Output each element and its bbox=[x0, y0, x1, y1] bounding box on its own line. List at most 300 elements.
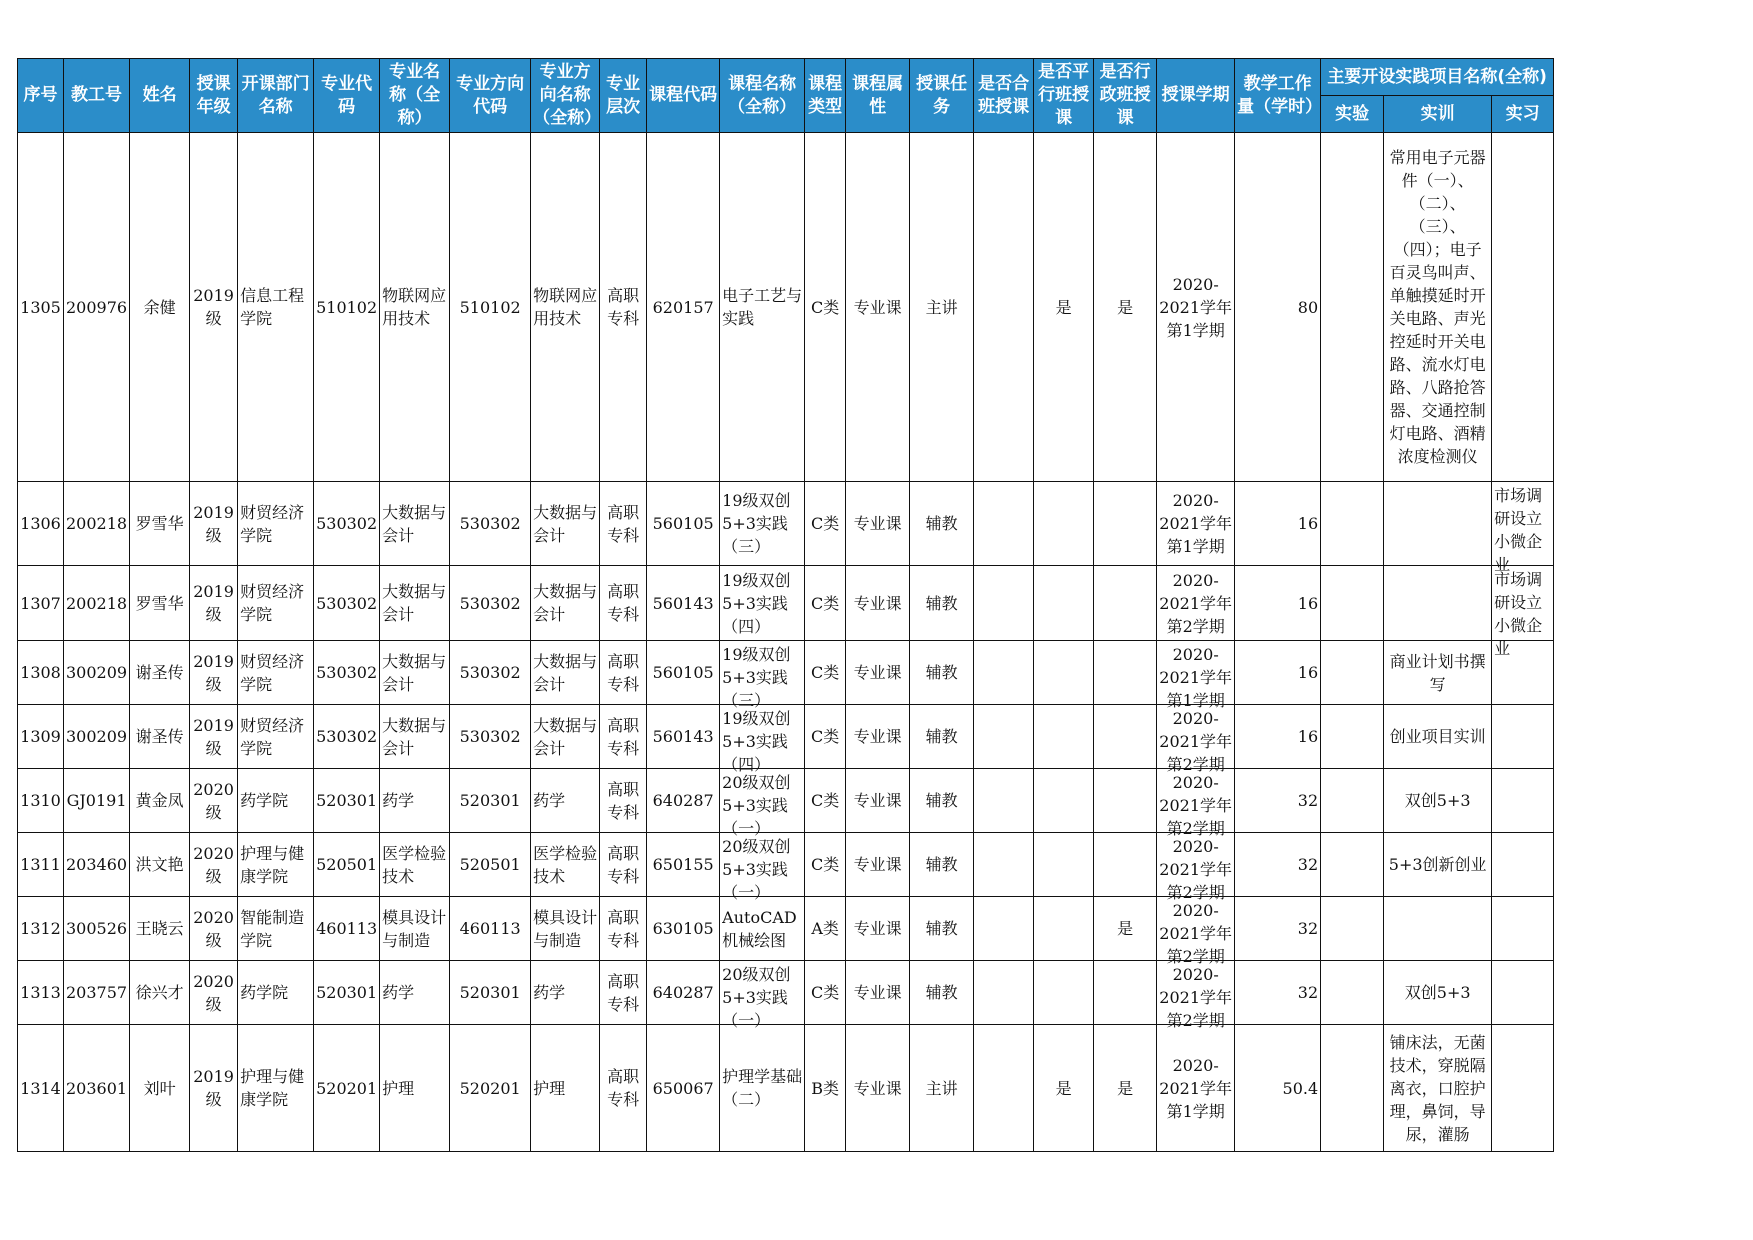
staff-id-cell bbox=[64, 897, 130, 961]
grade-cell-text: 2020级 bbox=[193, 843, 234, 886]
seq-cell-text: 1307 bbox=[20, 593, 61, 613]
training-cell bbox=[1384, 961, 1492, 1025]
task-cell bbox=[910, 769, 974, 833]
name-cell-text: 余健 bbox=[143, 297, 176, 317]
term-cell bbox=[1157, 482, 1235, 566]
major-code-cell-text: 460113 bbox=[316, 919, 378, 938]
term-cell bbox=[1157, 897, 1235, 966]
teaching-record-table bbox=[17, 58, 1554, 1152]
course-type-cell bbox=[805, 566, 846, 641]
workload-cell bbox=[1235, 1025, 1321, 1152]
seq-cell-text: 1305 bbox=[20, 297, 61, 317]
seq-cell bbox=[18, 769, 64, 833]
major-name-cell-text: 护理 bbox=[382, 1078, 415, 1098]
course-code-cell bbox=[647, 769, 720, 833]
internship-cell-text: 市场调研设立小微企业 bbox=[1494, 485, 1543, 574]
direction-name-cell-text: 大数据与会计 bbox=[533, 715, 598, 758]
direction-code-cell bbox=[450, 705, 531, 769]
level-cell-text: 高职专科 bbox=[607, 286, 640, 328]
seq-cell-text: 1306 bbox=[20, 514, 61, 533]
direction-name-cell bbox=[531, 133, 600, 482]
major-name-cell-text: 大数据与会计 bbox=[382, 582, 447, 624]
direction-name-cell bbox=[531, 641, 600, 705]
task-cell-text: 辅教 bbox=[925, 727, 958, 746]
dept-cell-text: 财贸经济学院 bbox=[240, 502, 305, 545]
direction-name-cell bbox=[531, 566, 600, 641]
direction-code-cell bbox=[450, 897, 531, 961]
direction-name-cell-text: 大数据与会计 bbox=[533, 582, 598, 624]
course-type-cell bbox=[805, 1025, 846, 1152]
course-code-cell bbox=[647, 961, 720, 1025]
staff-id-cell bbox=[64, 833, 130, 897]
name-cell bbox=[130, 566, 190, 641]
major-name-cell bbox=[380, 833, 450, 897]
internship-cell-text: 市场调研设立小微企业 bbox=[1494, 569, 1543, 658]
experiment-cell bbox=[1321, 705, 1384, 769]
experiment-cell bbox=[1321, 1025, 1384, 1152]
task-cell-text: 辅教 bbox=[925, 919, 958, 938]
course-attr-cell bbox=[846, 833, 910, 897]
admin-class-cell bbox=[1094, 482, 1157, 566]
admin-class-cell bbox=[1094, 133, 1157, 482]
header-major-name: 专业名称（全称） bbox=[380, 59, 450, 133]
course-code-cell-text: 650155 bbox=[652, 855, 714, 874]
major-code-cell bbox=[314, 482, 380, 566]
training-cell-text: 5+3创新创业 bbox=[1388, 855, 1487, 874]
seq-cell bbox=[18, 566, 64, 641]
major-name-cell-text: 物联网应用技术 bbox=[382, 286, 447, 328]
workload-cell bbox=[1235, 961, 1321, 1025]
major-code-cell bbox=[314, 897, 380, 961]
grade-cell bbox=[190, 566, 238, 641]
name-cell-text: 谢圣传 bbox=[135, 663, 184, 682]
dept-cell-text: 财贸经济学院 bbox=[240, 582, 305, 624]
task-cell-text: 辅教 bbox=[925, 663, 958, 682]
table-row bbox=[18, 1025, 1554, 1152]
major-code-cell bbox=[314, 961, 380, 1025]
parallel-class-cell bbox=[1034, 133, 1094, 482]
header-course-name: 课程名称（全称） bbox=[720, 59, 805, 133]
major-code-cell-text: 530302 bbox=[316, 514, 378, 533]
staff-id-cell-text: 300526 bbox=[66, 919, 128, 938]
course-code-cell-text: 560105 bbox=[652, 514, 714, 533]
seq-cell-text: 1309 bbox=[20, 727, 61, 746]
grade-cell bbox=[190, 482, 238, 566]
header-practice-projects: 主要开设实践项目名称(全称) bbox=[1321, 59, 1554, 96]
merged-class-cell bbox=[974, 769, 1034, 833]
task-cell bbox=[910, 961, 974, 1025]
merged-class-cell bbox=[974, 566, 1034, 641]
experiment-cell bbox=[1321, 769, 1384, 833]
workload-cell-text: 32 bbox=[1297, 919, 1319, 938]
staff-id-cell bbox=[64, 566, 130, 641]
level-cell bbox=[600, 482, 647, 566]
task-cell-text: 主讲 bbox=[925, 1078, 958, 1098]
parallel-class-cell bbox=[1034, 897, 1094, 961]
course-name-cell-text: 20级双创5+3实践（一） bbox=[722, 964, 791, 1030]
internship-cell bbox=[1492, 1025, 1554, 1152]
level-cell-text: 高职专科 bbox=[607, 779, 640, 822]
header-task: 授课任务 bbox=[910, 59, 974, 133]
parallel-class-cell bbox=[1034, 641, 1094, 705]
course-type-cell bbox=[805, 769, 846, 833]
name-cell bbox=[130, 1025, 190, 1152]
workload-cell bbox=[1235, 641, 1321, 705]
parallel-class-cell bbox=[1034, 833, 1094, 897]
experiment-cell bbox=[1321, 897, 1384, 961]
seq-cell bbox=[18, 833, 64, 897]
term-cell bbox=[1157, 1025, 1235, 1152]
direction-name-cell-text: 药学 bbox=[533, 983, 566, 1002]
grade-cell-text: 2019级 bbox=[193, 502, 234, 545]
dept-cell bbox=[238, 833, 314, 897]
major-code-cell bbox=[314, 641, 380, 705]
workload-cell bbox=[1235, 897, 1321, 961]
course-code-cell bbox=[647, 641, 720, 705]
major-code-cell bbox=[314, 566, 380, 641]
direction-name-cell-text: 护理 bbox=[533, 1078, 566, 1098]
course-type-cell-text: C类 bbox=[811, 983, 840, 1002]
direction-code-cell-text: 520501 bbox=[459, 855, 521, 874]
direction-code-cell-text: 530302 bbox=[459, 514, 521, 533]
header-direction-code: 专业方向代码 bbox=[450, 59, 531, 133]
direction-code-cell-text: 530302 bbox=[459, 593, 521, 613]
dept-cell-text: 信息工程学院 bbox=[240, 286, 305, 328]
level-cell bbox=[600, 833, 647, 897]
workload-cell bbox=[1235, 482, 1321, 566]
admin-class-cell-text: 是 bbox=[1117, 1078, 1134, 1098]
major-code-cell-text: 520501 bbox=[316, 855, 378, 874]
merged-class-cell bbox=[974, 961, 1034, 1025]
seq-cell bbox=[18, 133, 64, 482]
course-type-cell bbox=[805, 961, 846, 1025]
task-cell-text: 主讲 bbox=[925, 297, 958, 317]
course-code-cell-text: 560143 bbox=[652, 727, 714, 746]
experiment-cell bbox=[1321, 566, 1384, 641]
internship-cell bbox=[1492, 833, 1554, 897]
merged-class-cell bbox=[974, 705, 1034, 769]
seq-cell-text: 1308 bbox=[20, 663, 61, 682]
major-name-cell-text: 大数据与会计 bbox=[382, 715, 447, 758]
major-code-cell-text: 510102 bbox=[316, 297, 378, 317]
direction-name-cell bbox=[531, 482, 600, 566]
course-type-cell-text: C类 bbox=[811, 855, 840, 874]
direction-code-cell bbox=[450, 833, 531, 897]
workload-cell bbox=[1235, 566, 1321, 641]
direction-code-cell-text: 510102 bbox=[459, 297, 521, 317]
header-name: 姓名 bbox=[130, 59, 190, 133]
term-cell bbox=[1157, 833, 1235, 902]
workload-cell-text: 16 bbox=[1297, 663, 1319, 682]
course-attr-cell-text: 专业课 bbox=[853, 855, 902, 874]
dept-cell bbox=[238, 566, 314, 641]
header-merged-class: 是否合班授课 bbox=[974, 59, 1034, 133]
task-cell-text: 辅教 bbox=[925, 791, 958, 810]
major-code-cell-text: 520301 bbox=[316, 791, 378, 810]
table-row bbox=[18, 705, 1554, 769]
staff-id-cell-text: 300209 bbox=[66, 727, 128, 746]
course-type-cell-text: C类 bbox=[811, 791, 840, 810]
training-cell bbox=[1384, 897, 1492, 961]
name-cell bbox=[130, 769, 190, 833]
course-name-cell-text: 19级双创5+3实践（三） bbox=[722, 644, 791, 710]
task-cell-text: 辅教 bbox=[925, 514, 958, 533]
training-cell-text: 常用电子元器件（一）、（二）、（三）、（四）；电子百灵鸟叫声、单触摸延时开关电路、声光控延时开关电路、流水灯电路、八路抢答器、交通控制灯电路、酒精浓度检测仪 bbox=[1389, 148, 1486, 466]
workload-cell-text: 32 bbox=[1297, 855, 1319, 874]
staff-id-cell-text: 200218 bbox=[66, 593, 128, 613]
name-cell-text: 谢圣传 bbox=[135, 727, 184, 746]
parallel-class-cell bbox=[1034, 705, 1094, 769]
course-attr-cell-text: 专业课 bbox=[853, 983, 902, 1002]
table-row bbox=[18, 641, 1554, 705]
level-cell-text: 高职专科 bbox=[607, 1067, 640, 1109]
direction-code-cell-text: 530302 bbox=[459, 727, 521, 746]
course-attr-cell-text: 专业课 bbox=[853, 593, 902, 613]
seq-cell-text: 1313 bbox=[20, 983, 61, 1002]
dept-cell bbox=[238, 897, 314, 961]
training-cell-text: 双创5+3 bbox=[1404, 791, 1471, 810]
task-cell-text: 辅教 bbox=[925, 855, 958, 874]
level-cell bbox=[600, 641, 647, 705]
major-code-cell-text: 530302 bbox=[316, 663, 378, 682]
level-cell bbox=[600, 566, 647, 641]
grade-cell bbox=[190, 961, 238, 1025]
parallel-class-cell bbox=[1034, 1025, 1094, 1152]
workload-cell-text: 16 bbox=[1297, 514, 1319, 533]
admin-class-cell bbox=[1094, 566, 1157, 641]
dept-cell-text: 药学院 bbox=[240, 791, 289, 810]
level-cell bbox=[600, 705, 647, 769]
major-code-cell-text: 530302 bbox=[316, 593, 378, 613]
merged-class-cell bbox=[974, 641, 1034, 705]
course-type-cell bbox=[805, 833, 846, 897]
direction-code-cell-text: 530302 bbox=[459, 663, 521, 682]
task-cell-text: 辅教 bbox=[925, 593, 958, 613]
dept-cell-text: 护理与健康学院 bbox=[240, 843, 305, 886]
admin-class-cell-text: 是 bbox=[1117, 297, 1134, 317]
course-code-cell-text: 650067 bbox=[652, 1078, 714, 1098]
major-name-cell bbox=[380, 961, 450, 1025]
internship-cell bbox=[1492, 961, 1554, 1025]
seq-cell bbox=[18, 482, 64, 566]
direction-code-cell-text: 460113 bbox=[459, 919, 521, 938]
staff-id-cell-text: GJ0191 bbox=[66, 791, 127, 810]
workload-cell bbox=[1235, 833, 1321, 897]
term-cell bbox=[1157, 641, 1235, 710]
training-cell bbox=[1384, 1025, 1492, 1152]
training-cell bbox=[1384, 641, 1492, 705]
direction-name-cell-text: 模具设计与制造 bbox=[533, 907, 598, 950]
training-cell-text: 双创5+3 bbox=[1404, 983, 1471, 1002]
internship-cell bbox=[1492, 133, 1554, 482]
level-cell-text: 高职专科 bbox=[607, 843, 640, 886]
major-code-cell bbox=[314, 133, 380, 482]
seq-cell-text: 1310 bbox=[20, 791, 61, 810]
seq-cell bbox=[18, 641, 64, 705]
seq-cell-text: 1312 bbox=[20, 919, 61, 938]
name-cell bbox=[130, 833, 190, 897]
seq-cell bbox=[18, 705, 64, 769]
dept-cell bbox=[238, 641, 314, 705]
experiment-cell bbox=[1321, 961, 1384, 1025]
direction-name-cell bbox=[531, 705, 600, 769]
training-cell bbox=[1384, 833, 1492, 897]
grade-cell bbox=[190, 705, 238, 769]
admin-class-cell-text: 是 bbox=[1117, 919, 1134, 938]
header-parallel-class: 是否平行班授课 bbox=[1034, 59, 1094, 133]
course-name-cell bbox=[720, 1025, 805, 1152]
course-code-cell-text: 630105 bbox=[652, 919, 714, 938]
parallel-class-cell bbox=[1034, 769, 1094, 833]
dept-cell bbox=[238, 482, 314, 566]
task-cell bbox=[910, 705, 974, 769]
level-cell bbox=[600, 897, 647, 961]
name-cell bbox=[130, 482, 190, 566]
table-row bbox=[18, 133, 1554, 482]
parallel-class-cell-text: 是 bbox=[1055, 297, 1072, 317]
course-type-cell-text: C类 bbox=[811, 727, 840, 746]
major-name-cell-text: 大数据与会计 bbox=[382, 502, 447, 545]
workload-cell-text: 80 bbox=[1297, 297, 1319, 317]
direction-name-cell-text: 大数据与会计 bbox=[533, 502, 598, 545]
direction-name-cell bbox=[531, 769, 600, 833]
header-internship: 实习 bbox=[1492, 96, 1554, 133]
workload-cell bbox=[1235, 769, 1321, 833]
grade-cell-text: 2020级 bbox=[193, 779, 234, 822]
header-dept: 开课部门名称 bbox=[238, 59, 314, 133]
staff-id-cell bbox=[64, 769, 130, 833]
name-cell bbox=[130, 133, 190, 482]
direction-code-cell bbox=[450, 641, 531, 705]
major-name-cell-text: 药学 bbox=[382, 791, 415, 810]
level-cell bbox=[600, 1025, 647, 1152]
workload-cell bbox=[1235, 133, 1321, 482]
term-cell-text: 2020-2021学年第1学期 bbox=[1159, 644, 1233, 710]
grade-cell-text: 2019级 bbox=[193, 286, 234, 328]
dept-cell bbox=[238, 1025, 314, 1152]
name-cell-text: 罗雪华 bbox=[135, 514, 184, 533]
course-code-cell bbox=[647, 1025, 720, 1152]
course-name-cell-text: 19级双创5+3实践（三） bbox=[722, 491, 791, 556]
name-cell bbox=[130, 897, 190, 961]
term-cell bbox=[1157, 133, 1235, 482]
training-cell bbox=[1384, 566, 1492, 641]
header-course-type: 课程类型 bbox=[805, 59, 846, 133]
admin-class-cell bbox=[1094, 705, 1157, 769]
level-cell-text: 高职专科 bbox=[607, 502, 640, 545]
header-seq: 序号 bbox=[18, 59, 64, 133]
table-row bbox=[18, 897, 1554, 961]
staff-id-cell-text: 200218 bbox=[66, 514, 128, 533]
workload-cell-text: 32 bbox=[1297, 791, 1319, 810]
grade-cell bbox=[190, 833, 238, 897]
task-cell bbox=[910, 641, 974, 705]
header-direction-name: 专业方向名称（全称） bbox=[531, 59, 600, 133]
course-name-cell bbox=[720, 897, 805, 961]
term-cell-text: 2020-2021学年第2学期 bbox=[1159, 836, 1233, 902]
table-row bbox=[18, 482, 1554, 566]
course-attr-cell bbox=[846, 897, 910, 961]
course-type-cell-text: C类 bbox=[811, 514, 840, 533]
major-code-cell bbox=[314, 1025, 380, 1152]
task-cell bbox=[910, 1025, 974, 1152]
name-cell-text: 洪文艳 bbox=[135, 855, 184, 874]
workload-cell-text: 32 bbox=[1297, 983, 1319, 1002]
staff-id-cell-text: 300209 bbox=[66, 663, 128, 682]
course-name-cell bbox=[720, 641, 805, 710]
header-admin-class: 是否行政班授课 bbox=[1094, 59, 1157, 133]
course-attr-cell bbox=[846, 482, 910, 566]
course-code-cell bbox=[647, 705, 720, 769]
level-cell-text: 高职专科 bbox=[607, 715, 640, 758]
term-cell-text: 2020-2021学年第2学期 bbox=[1159, 570, 1233, 636]
training-cell-text: 创业项目实训 bbox=[1389, 727, 1486, 746]
grade-cell-text: 2019级 bbox=[193, 651, 234, 694]
level-cell-text: 高职专科 bbox=[607, 907, 640, 950]
course-code-cell bbox=[647, 897, 720, 961]
course-name-cell bbox=[720, 482, 805, 566]
staff-id-cell-text: 203601 bbox=[66, 1078, 128, 1098]
grade-cell bbox=[190, 769, 238, 833]
major-name-cell bbox=[380, 769, 450, 833]
name-cell-text: 罗雪华 bbox=[135, 593, 184, 613]
major-code-cell bbox=[314, 769, 380, 833]
task-cell bbox=[910, 566, 974, 641]
direction-name-cell bbox=[531, 1025, 600, 1152]
merged-class-cell bbox=[974, 1025, 1034, 1152]
dept-cell-text: 药学院 bbox=[240, 983, 289, 1002]
course-attr-cell bbox=[846, 133, 910, 482]
course-attr-cell-text: 专业课 bbox=[853, 727, 902, 746]
course-attr-cell-text: 专业课 bbox=[853, 297, 902, 317]
major-name-cell-text: 大数据与会计 bbox=[382, 651, 447, 694]
term-cell bbox=[1157, 705, 1235, 774]
major-name-cell bbox=[380, 566, 450, 641]
merged-class-cell bbox=[974, 133, 1034, 482]
task-cell bbox=[910, 482, 974, 566]
course-attr-cell bbox=[846, 961, 910, 1025]
term-cell bbox=[1157, 769, 1235, 838]
grade-cell bbox=[190, 641, 238, 705]
staff-id-cell bbox=[64, 1025, 130, 1152]
training-cell bbox=[1384, 482, 1492, 566]
term-cell bbox=[1157, 566, 1235, 641]
course-type-cell bbox=[805, 133, 846, 482]
name-cell bbox=[130, 961, 190, 1025]
direction-name-cell-text: 医学检验技术 bbox=[533, 843, 598, 886]
course-attr-cell bbox=[846, 566, 910, 641]
workload-cell-text: 50.4 bbox=[1282, 1078, 1319, 1098]
grade-cell bbox=[190, 897, 238, 961]
course-name-cell-text: 20级双创5+3实践（一） bbox=[722, 836, 791, 902]
course-type-cell bbox=[805, 705, 846, 769]
table-row bbox=[18, 566, 1554, 641]
task-cell bbox=[910, 133, 974, 482]
course-code-cell-text: 560105 bbox=[652, 663, 714, 682]
header-workload: 教学工作量（学时） bbox=[1235, 59, 1321, 133]
major-code-cell-text: 520301 bbox=[316, 983, 378, 1002]
parallel-class-cell bbox=[1034, 961, 1094, 1025]
header-experiment: 实验 bbox=[1321, 96, 1384, 133]
course-name-cell bbox=[720, 769, 805, 838]
term-cell-text: 2020-2021学年第1学期 bbox=[1159, 1055, 1233, 1121]
internship-cell bbox=[1492, 897, 1554, 961]
course-type-cell-text: C类 bbox=[811, 297, 840, 317]
seq-cell-text: 1314 bbox=[20, 1078, 61, 1098]
table-row bbox=[18, 961, 1554, 1025]
major-code-cell-text: 520201 bbox=[316, 1078, 378, 1098]
direction-code-cell bbox=[450, 482, 531, 566]
